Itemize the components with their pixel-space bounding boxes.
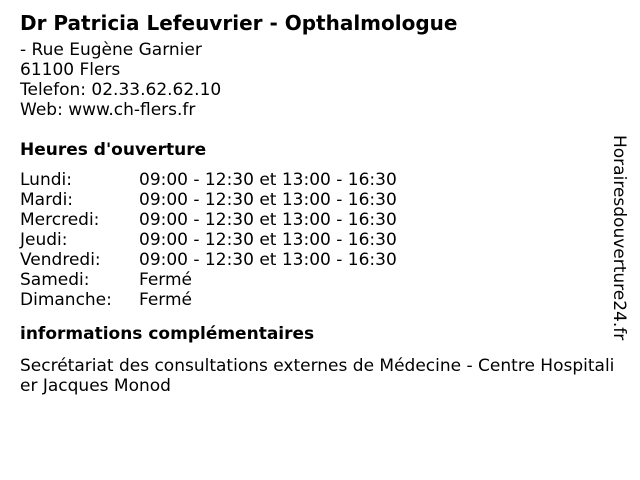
day-label: Dimanche: xyxy=(20,290,112,310)
website-link: Web: www.ch-flers.fr xyxy=(20,100,196,120)
opening-hours-table xyxy=(20,170,620,310)
additional-info-text: Secrétariat des consultations externes de Médecine - Centre Hospitalier Jacques Monod xyxy=(20,356,615,396)
hours-value: 09:00 - 12:30 et 13:00 - 16:30 xyxy=(139,210,397,230)
day-label: Jeudi: xyxy=(20,230,68,250)
city-postal-code: 61100 Flers xyxy=(20,60,121,80)
site-watermark: Horairesdouverture24.fr xyxy=(609,135,629,341)
street-address: - Rue Eugène Garnier xyxy=(20,40,202,60)
hours-row-tuesday xyxy=(20,190,620,210)
hours-row-saturday xyxy=(20,270,620,290)
hours-value: 09:00 - 12:30 et 13:00 - 16:30 xyxy=(139,190,397,210)
day-label: Vendredi: xyxy=(20,250,101,270)
hours-row-sunday xyxy=(20,290,620,310)
hours-value: Fermé xyxy=(139,290,193,310)
hours-value: 09:00 - 12:30 et 13:00 - 16:30 xyxy=(139,230,397,250)
day-label: Samedi: xyxy=(20,270,90,290)
business-card xyxy=(20,10,620,396)
page-title: Dr Patricia Lefeuvrier - Opthalmologue xyxy=(20,11,458,35)
phone-number: Telefon: 02.33.62.62.10 xyxy=(20,80,222,100)
hours-row-wednesday xyxy=(20,210,620,230)
hours-value: 09:00 - 12:30 et 13:00 - 16:30 xyxy=(139,170,397,190)
hours-value: 09:00 - 12:30 et 13:00 - 16:30 xyxy=(139,250,397,270)
additional-info-heading: informations complémentaires xyxy=(20,324,315,344)
opening-hours-heading: Heures d'ouverture xyxy=(20,140,207,160)
hours-value: Fermé xyxy=(139,270,193,290)
hours-row-thursday xyxy=(20,230,620,250)
hours-row-friday xyxy=(20,250,620,270)
hours-row-monday xyxy=(20,170,620,190)
day-label: Mardi: xyxy=(20,190,74,210)
day-label: Lundi: xyxy=(20,170,72,190)
day-label: Mercredi: xyxy=(20,210,100,230)
address-block xyxy=(20,40,620,120)
